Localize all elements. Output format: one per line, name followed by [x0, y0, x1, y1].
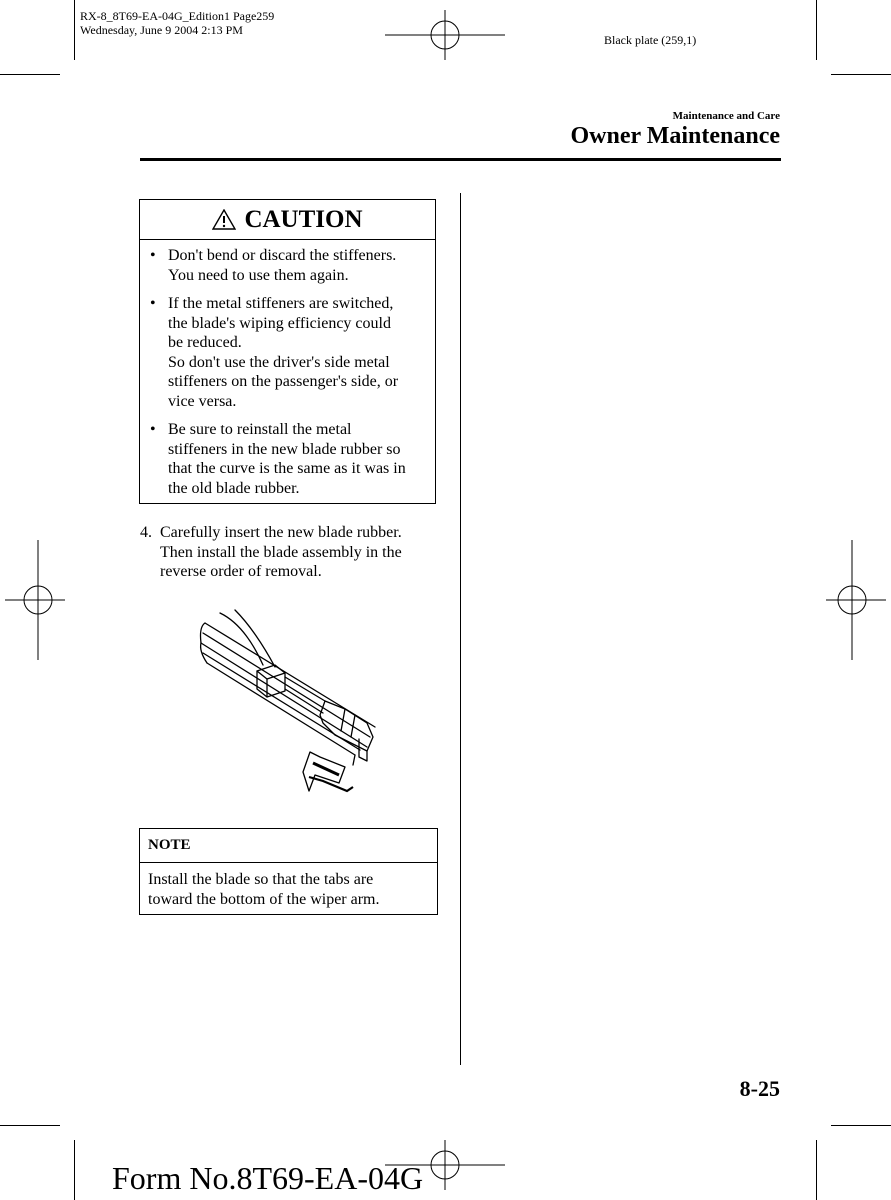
caution-line: Be sure to reinstall the metal [168, 421, 352, 438]
step-number: 4. [140, 524, 152, 541]
note-body [140, 863, 437, 909]
form-number: Form No.8T69-EA-04G [112, 1160, 424, 1196]
crop-mark [74, 1140, 75, 1200]
note-line: toward the bottom of the wiper arm. [148, 890, 380, 908]
caution-line: vice versa. [168, 392, 237, 410]
step-text [160, 523, 440, 582]
crop-mark [831, 74, 891, 75]
caution-list [140, 240, 435, 498]
caution-line: If the metal stiffeners are switched, [168, 295, 394, 312]
column-divider [460, 193, 461, 1065]
note-box [139, 828, 438, 915]
caution-item [150, 420, 427, 498]
caution-line: the old blade rubber. [168, 479, 300, 497]
crop-mark [816, 0, 817, 60]
print-file-line: RX-8_8T69-EA-04G_Edition1 Page259 [80, 9, 275, 23]
caution-line: stiffeners in the new blade rubber so [168, 440, 401, 458]
insert-direction-arrow-icon [303, 752, 353, 791]
crop-mark [831, 1125, 891, 1126]
caution-line: be reduced. [168, 334, 242, 351]
step-item [140, 523, 440, 582]
caution-item [150, 294, 427, 411]
caution-line: stiffeners on the passenger's side, or [168, 373, 399, 390]
note-heading: NOTE [140, 829, 437, 863]
print-date-line: Wednesday, June 9 2004 2:13 PM [80, 23, 243, 37]
page-title: Owner Maintenance [570, 123, 780, 149]
header-rule [140, 158, 781, 161]
caution-box [139, 199, 436, 504]
caution-line: the blade's wiping efficiency could [168, 314, 391, 332]
caution-line: So don't use the driver's side metal [168, 353, 390, 371]
crop-mark [74, 0, 75, 60]
bullet-icon: • [150, 247, 156, 264]
caution-line: that the curve is the same as it was in [168, 460, 406, 477]
plate-label: Black plate (259,1) [604, 33, 697, 47]
registration-mark-icon [5, 540, 65, 660]
crop-mark [816, 1140, 817, 1200]
page-number: 8-25 [739, 1076, 780, 1101]
section-label: Maintenance and Care [672, 110, 780, 122]
crop-mark [0, 74, 60, 75]
registration-mark-icon [385, 10, 505, 60]
step-line: reverse order of removal. [160, 563, 322, 580]
crop-mark [0, 1125, 60, 1126]
bullet-icon: • [150, 295, 156, 312]
caution-line: Don't bend or discard the stiffeners. [168, 247, 397, 264]
warning-triangle-icon [212, 209, 236, 230]
bullet-icon: • [150, 421, 156, 438]
caution-heading-text: CAUTION [244, 205, 363, 233]
registration-mark-icon [826, 540, 886, 660]
caution-heading [140, 200, 435, 240]
step-line: Carefully insert the new blade rubber. [160, 524, 402, 541]
caution-line: You need to use them again. [168, 266, 349, 284]
step-line: Then install the blade assembly in the [160, 543, 402, 561]
note-line: Install the blade so that the tabs are [148, 871, 374, 888]
wiper-blade-illustration [195, 605, 395, 795]
caution-item [150, 246, 427, 285]
